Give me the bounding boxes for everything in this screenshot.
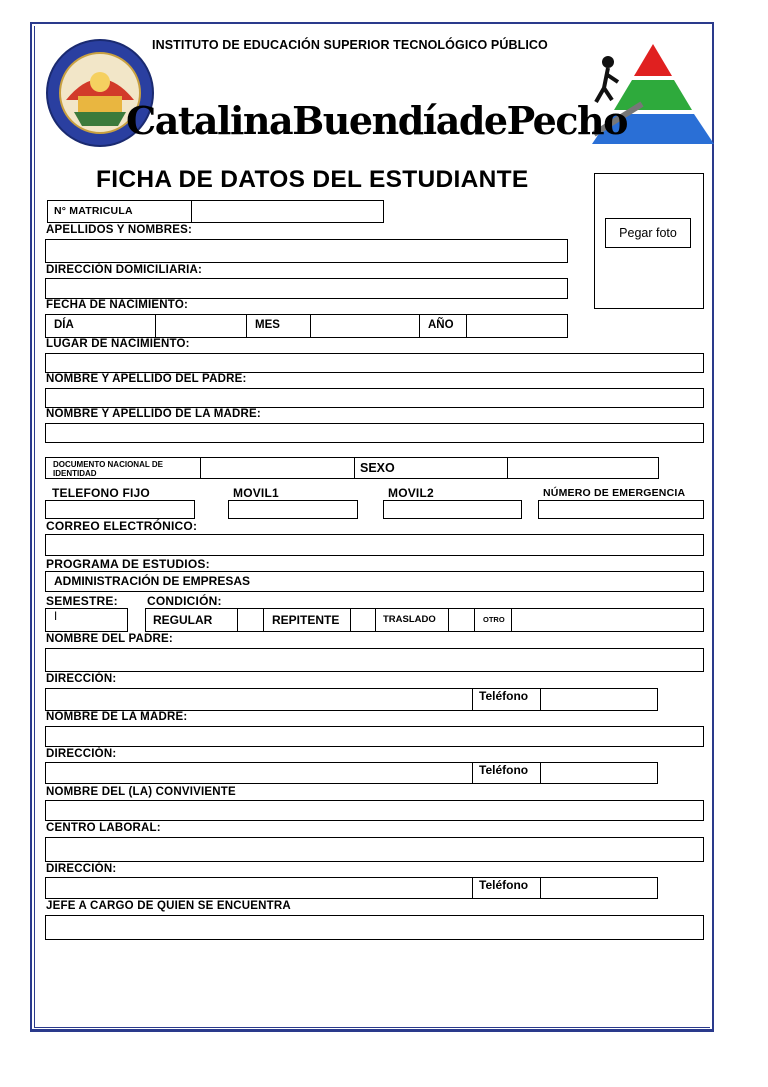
dni-input[interactable]: [200, 457, 355, 479]
school-name: CatalinaBuendíadePecho: [126, 98, 627, 143]
direccion-domiciliaria-label: DIRECCIÓN DOMICILIARIA:: [46, 264, 203, 276]
numero-emergencia-label: NÚMERO DE EMERGENCIA: [543, 487, 686, 499]
nombre-madre-label: NOMBRE Y APELLIDO DE LA MADRE:: [46, 408, 261, 420]
otro-input[interactable]: [511, 608, 704, 632]
repitente-checkbox[interactable]: [350, 608, 376, 632]
telefono-madre-input[interactable]: [540, 762, 658, 784]
dia-label: DÍA: [54, 319, 74, 331]
telefono-laboral-label: Teléfono: [479, 878, 529, 892]
movil2-input[interactable]: [383, 500, 522, 519]
mes-label: MES: [255, 319, 280, 331]
telefono-madre-label: Teléfono: [479, 763, 529, 777]
regular-label: REGULAR: [153, 613, 213, 627]
direccion-padre-label: DIRECCIÓN:: [46, 673, 117, 685]
nombre-del-padre-input[interactable]: [45, 648, 704, 672]
centro-laboral-input[interactable]: [45, 837, 704, 862]
jefe-cargo-label: JEFE A CARGO DE QUIEN SE ENCUENTRA: [46, 900, 291, 912]
lugar-nacimiento-label: LUGAR DE NACIMIENTO:: [46, 338, 190, 350]
nombre-madre-input[interactable]: [45, 423, 704, 443]
dni-label-line1: DOCUMENTO NACIONAL DE: [53, 460, 163, 469]
programa-estudios-value: ADMINISTRACIÓN DE EMPRESAS: [54, 574, 251, 588]
photo-label: Pegar foto: [605, 218, 691, 248]
traslado-checkbox[interactable]: [448, 608, 475, 632]
programa-estudios-label: PROGRAMA DE ESTUDIOS:: [46, 557, 210, 571]
correo-label: CORREO ELECTRÓNICO:: [46, 519, 198, 533]
telefono-fijo-label: TELEFONO FIJO: [52, 486, 150, 500]
repitente-label: REPITENTE: [272, 613, 340, 627]
anio-input[interactable]: [466, 314, 568, 338]
form-title: FICHA DE DATOS DEL ESTUDIANTE: [96, 166, 529, 193]
direccion-domiciliaria-input[interactable]: [45, 278, 568, 299]
semestre-value: I: [54, 611, 58, 623]
sexo-input[interactable]: [507, 457, 659, 479]
correo-input[interactable]: [45, 534, 704, 556]
conviviente-input[interactable]: [45, 800, 704, 821]
sexo-label: SEXO: [360, 461, 395, 475]
telefono-padre-input[interactable]: [540, 688, 658, 711]
dia-input[interactable]: [155, 314, 247, 338]
semestre-input[interactable]: [45, 608, 128, 632]
traslado-label: TRASLADO: [383, 614, 436, 625]
condicion-label: CONDICIÓN:: [147, 594, 222, 608]
lugar-nacimiento-input[interactable]: [45, 353, 704, 373]
movil1-label: MOVIL1: [233, 486, 279, 500]
nombre-padre-label: NOMBRE Y APELLIDO DEL PADRE:: [46, 373, 247, 385]
matricula-label: N° MATRICULA: [54, 205, 133, 217]
apellidos-nombres-input[interactable]: [45, 239, 568, 263]
otro-label: OTRO: [483, 615, 505, 624]
conviviente-label: NOMBRE DEL (LA) CONVIVIENTE: [46, 786, 236, 798]
nombre-del-padre-label: NOMBRE DEL PADRE:: [46, 633, 173, 645]
direccion-madre-label: DIRECCIÓN:: [46, 748, 117, 760]
direccion-madre-input[interactable]: [45, 762, 473, 784]
direccion-laboral-input[interactable]: [45, 877, 473, 899]
telefono-fijo-input[interactable]: [45, 500, 195, 519]
apellidos-nombres-label: APELLIDOS Y NOMBRES:: [46, 224, 193, 236]
numero-emergencia-input[interactable]: [538, 500, 704, 519]
jefe-cargo-input[interactable]: [45, 915, 704, 940]
dni-label-line2: IDENTIDAD: [53, 469, 97, 478]
anio-label: AÑO: [428, 319, 454, 331]
semestre-label: SEMESTRE:: [46, 594, 118, 608]
institute-heading: INSTITUTO DE EDUCACIÓN SUPERIOR TECNOLÓGICO PÚBLICO: [152, 38, 548, 52]
direccion-padre-input[interactable]: [45, 688, 473, 711]
fecha-nacimiento-label: FECHA DE NACIMIENTO:: [46, 299, 188, 311]
telefono-padre-label: Teléfono: [479, 689, 529, 703]
centro-laboral-label: CENTRO LABORAL:: [46, 822, 161, 834]
nombre-padre-input[interactable]: [45, 388, 704, 408]
movil2-label: MOVIL2: [388, 486, 434, 500]
nombre-de-la-madre-label: NOMBRE DE LA MADRE:: [46, 711, 188, 723]
matricula-input[interactable]: [191, 200, 384, 223]
movil1-input[interactable]: [228, 500, 358, 519]
direccion-laboral-label: DIRECCIÓN:: [46, 863, 117, 875]
regular-checkbox[interactable]: [237, 608, 264, 632]
nombre-de-la-madre-input[interactable]: [45, 726, 704, 747]
telefono-laboral-input[interactable]: [540, 877, 658, 899]
mes-input[interactable]: [310, 314, 420, 338]
